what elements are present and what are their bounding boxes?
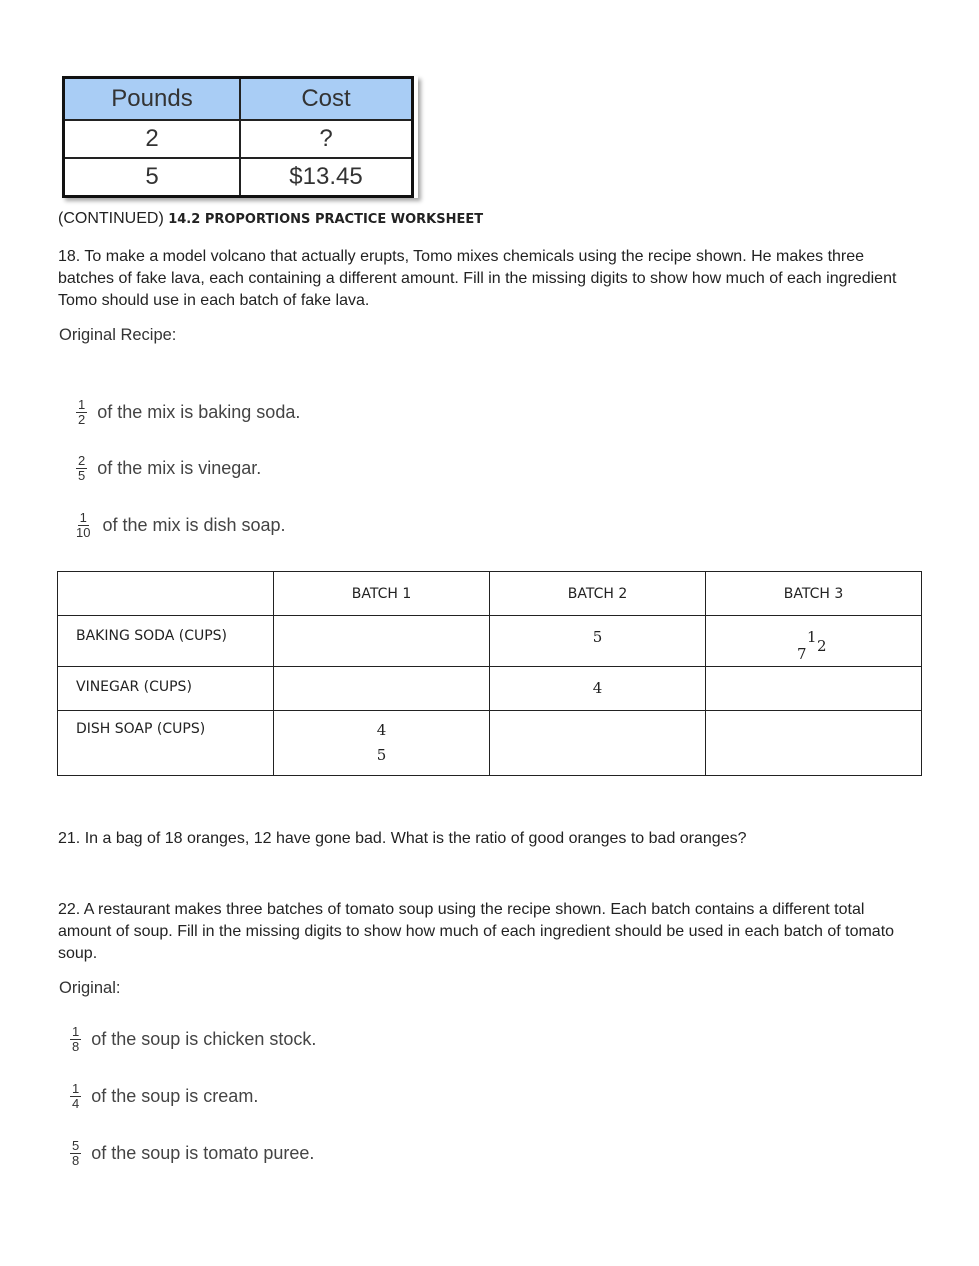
input-cell[interactable] <box>706 711 922 776</box>
table-header-row <box>58 572 922 616</box>
recipe-line-vinegar <box>76 454 261 483</box>
input-cell[interactable] <box>706 667 922 711</box>
recipe-line-baking-soda <box>76 398 300 427</box>
worksheet-title: 14.2 PROPORTIONS PRACTICE WORKSHEET <box>168 212 484 227</box>
mixed-whole: 7 <box>797 645 807 663</box>
header-pounds: Pounds <box>64 78 241 121</box>
mixed-numerator: 1 <box>807 628 817 646</box>
value-cell <box>274 711 490 776</box>
fraction <box>70 1025 81 1054</box>
price-table <box>62 76 414 198</box>
input-cell[interactable] <box>274 616 490 667</box>
fraction <box>76 398 87 427</box>
recipe-line-text: of the soup is tomato puree. <box>91 1143 315 1163</box>
pounds-cell: 5 <box>64 158 241 197</box>
fraction <box>70 1082 81 1111</box>
value-cell: 4 <box>490 667 706 711</box>
question-18-text: 18. To make a model volcano that actually erupts, Tomo mixes chemicals using the recipe shown. He makes three batches of fake lava, each containing a different amount. Fill in the missing digits to show how much of each ingredient Tomo should use in each batch of fake lava. <box>58 248 897 309</box>
numerator: 2 <box>78 453 86 468</box>
denominator: 5 <box>78 468 86 483</box>
recipe-line-text: of the soup is cream. <box>91 1086 259 1106</box>
numerator: 1 <box>78 397 86 412</box>
numerator: 5 <box>72 1138 80 1153</box>
cost-cell: $13.45 <box>240 158 413 197</box>
recipe-line-text: of the soup is chicken stock. <box>91 1029 317 1049</box>
table-row <box>58 667 922 711</box>
question-22-text: 22. A restaurant makes three batches of tomato soup using the recipe shown. Each batch contains a different total amount of soup. Fill in the missing digits to show how much of each ingredient should be used in each batch of tomato soup. <box>58 901 895 962</box>
price-table-image <box>62 76 418 198</box>
header-batch-2: BATCH 2 <box>490 572 706 616</box>
fraction <box>70 1139 81 1168</box>
question-21-text: 21. In a bag of 18 oranges, 12 have gone bad. What is the ratio of good oranges to bad oranges? <box>58 830 747 847</box>
numerator: 1 <box>72 1024 80 1039</box>
denominator: 8 <box>72 1039 80 1054</box>
table-row <box>58 711 922 776</box>
mixed-denominator: 2 <box>817 637 827 655</box>
recipe-line-chicken-stock <box>70 1025 316 1054</box>
denominator: 4 <box>72 1096 80 1111</box>
pounds-cell: 2 <box>64 120 241 158</box>
recipe-label: Original Recipe: <box>59 326 177 344</box>
recipe-line-text: of the mix is vinegar. <box>97 458 262 478</box>
table-row <box>64 120 413 158</box>
numerator: 1 <box>72 1081 80 1096</box>
row-label: DISH SOAP (CUPS) <box>58 711 274 776</box>
recipe-line-text: of the mix is dish soap. <box>102 515 286 535</box>
continued-prefix: (CONTINUED) <box>58 210 164 227</box>
row-label: VINEGAR (CUPS) <box>58 667 274 711</box>
numerator: 1 <box>79 510 87 525</box>
recipe-line-tomato-puree <box>70 1139 314 1168</box>
header-cost: Cost <box>240 78 413 121</box>
worksheet-heading <box>58 210 483 228</box>
row-label: BAKING SODA (CUPS) <box>58 616 274 667</box>
mixed-number <box>706 628 921 664</box>
denominator: 2 <box>78 412 86 427</box>
recipe-line-text: of the mix is baking soda. <box>97 402 301 422</box>
table-row <box>58 616 922 667</box>
fraction <box>74 511 92 540</box>
batch-table <box>57 571 922 776</box>
header-batch-1: BATCH 1 <box>274 572 490 616</box>
header-batch-3: BATCH 3 <box>706 572 922 616</box>
value-cell <box>706 616 922 667</box>
fraction <box>76 454 87 483</box>
stacked-bottom: 5 <box>376 746 387 764</box>
cost-cell: ? <box>240 120 413 158</box>
table-row <box>64 158 413 197</box>
input-cell[interactable] <box>274 667 490 711</box>
denominator: 8 <box>72 1153 80 1168</box>
value-cell: 5 <box>490 616 706 667</box>
recipe-line-dish-soap <box>74 511 286 540</box>
recipe-label: Original: <box>59 979 121 997</box>
denominator: 10 <box>76 525 91 540</box>
stacked-top: 4 <box>376 721 387 739</box>
empty-header-cell <box>58 572 274 616</box>
input-cell[interactable] <box>490 711 706 776</box>
recipe-line-cream <box>70 1082 258 1111</box>
